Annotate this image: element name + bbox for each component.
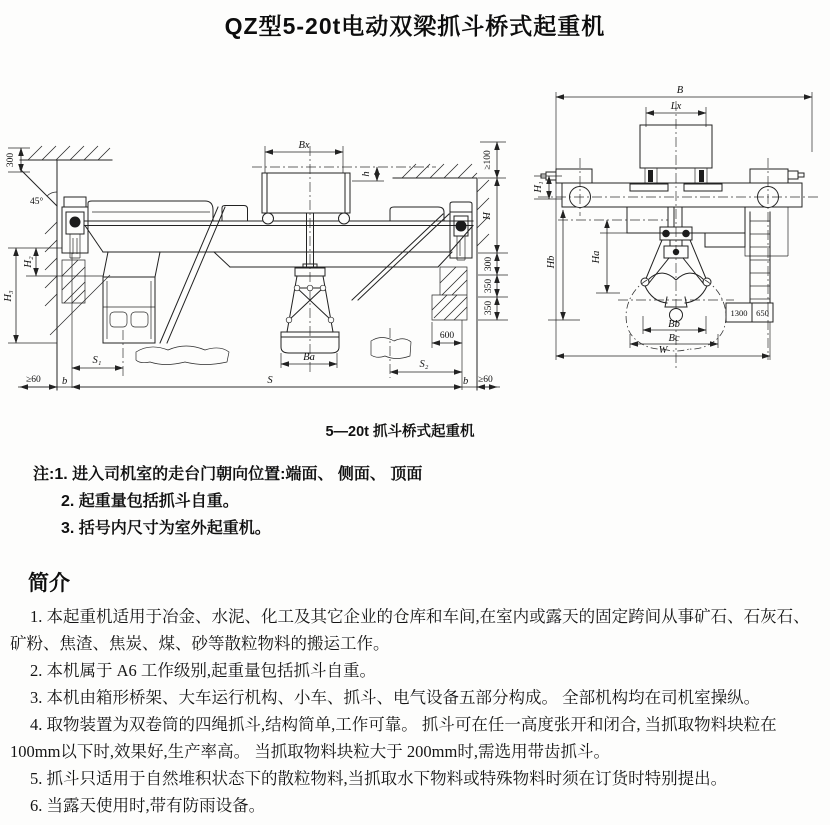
intro-paragraph-2: 2. 本机属于 A6 工作级别,起重量包括抓斗自重。 — [30, 661, 377, 680]
dim-label-ge100: ≥100 — [483, 150, 493, 170]
notes-label: 注: — [33, 466, 55, 483]
intro-paragraph-4: 4. 取物装置为双卷筒的四绳抓斗,结构简单,工作可靠。 抓斗可在任一高度张开和闭合, 当抓取物料块粒在 100mm以下时,效果好,生产率高。 当抓取物料块粒大于 200mm时,需选用带齿抓斗。 — [10, 715, 777, 761]
intro-paragraph-6: 6. 当露天使用时,带有防雨设备。 — [30, 796, 266, 815]
dim-label-350b: 350 — [484, 300, 494, 316]
dim-label-ge60-left: ≥60 — [26, 375, 41, 385]
dim-label-ha: Ha — [591, 250, 602, 264]
page-title: QZ型5-20t电动双梁抓斗桥式起重机 — [224, 13, 606, 39]
note-item-3: 3. 括号内尺寸为室外起重机。 — [61, 520, 271, 537]
intro-body — [10, 603, 820, 819]
note-line-3 — [61, 515, 793, 542]
dim-label-h-wall: H — [482, 212, 493, 220]
dim-label-h2: H₂ — [23, 256, 34, 268]
front-elevation-drawing — [3, 140, 508, 390]
side-elevation-drawing — [533, 85, 820, 370]
dim-label-600: 600 — [439, 331, 455, 341]
dim-label-s1: S₁ — [92, 355, 102, 366]
dim-label-bc: Bc — [668, 333, 680, 344]
dim-label-h-small: h — [361, 171, 372, 177]
notes-block — [33, 461, 793, 542]
intro-paragraph-3: 3. 本机由箱形桥架、大车运行机构、小车、抓斗、电气设备五部分构成。 全部机构均在司机室操纵。 — [30, 688, 761, 707]
dim-label-bb: Bb — [668, 319, 680, 330]
note-line-2 — [61, 488, 793, 515]
dim-label-b-right: b — [463, 376, 469, 387]
dim-label-300-left: 300 — [6, 152, 16, 168]
dim-label-s: S — [267, 375, 273, 386]
dim-label-h1: H₁ — [533, 181, 544, 193]
note-item-1: 1. 进入司机室的走台门朝向位置:端面、 侧面、 顶面 — [54, 466, 423, 483]
dim-label-b-span: B — [676, 85, 684, 96]
dim-label-s2: S₂ — [419, 359, 429, 370]
dim-label-w: W — [658, 345, 668, 356]
dim-label-h3: H₃ — [3, 290, 14, 302]
note-line-1 — [33, 461, 793, 488]
dim-label-1300: 1300 — [730, 308, 748, 318]
dim-label-ge60-right: ≥60 — [478, 375, 493, 385]
intro-paragraph-1: 1. 本起重机适用于冶金、水泥、化工及其它企业的仓库和车间,在室内或露天的固定跨间从事矿石、石灰石、矿粉、焦渣、焦炭、煤、砂等散粒物料的搬运工作。 — [10, 607, 810, 653]
dim-label-lx: Lx — [670, 101, 682, 112]
dim-label-350a: 350 — [484, 278, 494, 294]
dim-label-ba: Ba — [303, 352, 315, 363]
dim-label-b-left: b — [62, 376, 68, 387]
intro-paragraph-5: 5. 抓斗只适用于自然堆积状态下的散粒物料,当抓取水下物料或特殊物料时须在订货时特别提出。 — [30, 769, 728, 788]
dim-label-650: 650 — [756, 308, 769, 318]
dim-label-300-right: 300 — [484, 256, 494, 272]
figure-caption: 5—20t 抓斗桥式起重机 — [325, 424, 475, 440]
note-item-2: 2. 起重量包括抓斗自重。 — [61, 493, 239, 510]
dim-label-45deg: 45° — [30, 197, 44, 207]
dim-label-hb: Hb — [546, 255, 557, 269]
dim-label-bx: Bx — [298, 140, 310, 151]
intro-heading: 简介 — [28, 572, 70, 595]
